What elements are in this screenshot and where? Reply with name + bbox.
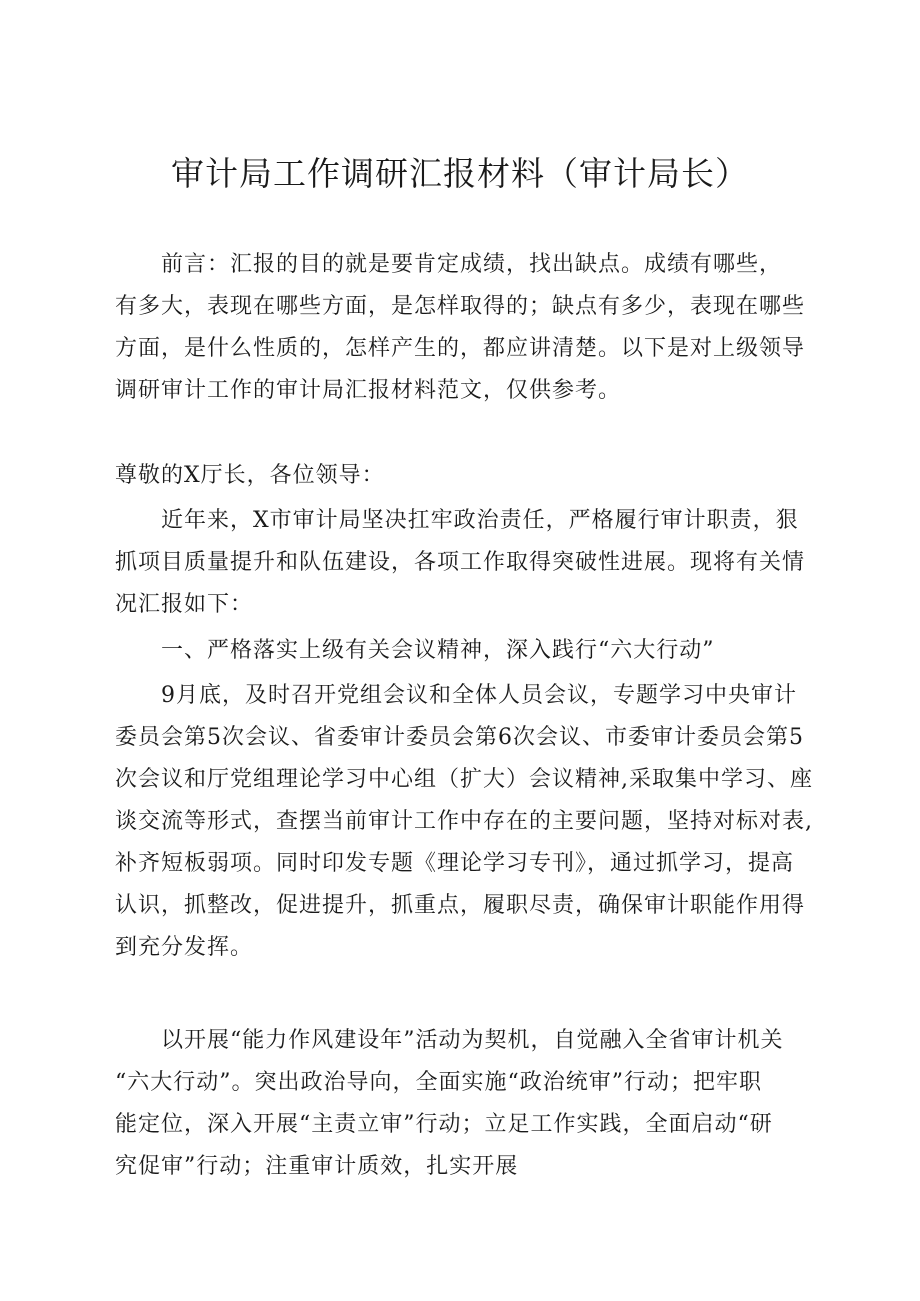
para2-line: 究促审”行动；注重审计质效，扎实开展 [115, 1154, 519, 1179]
para1-line: 次会议和厅党组理论学习中心组（扩大）会议精神,采取集中学习、座 [115, 767, 813, 792]
para1-line: 认识，抓整改，促进提升，抓重点，履职尽责，确保审计职能作用得 [115, 893, 806, 918]
preface-line: 有多大，表现在哪些方面，是怎样取得的；缺点有多少，表现在哪些 [115, 294, 806, 319]
salutation-text: 尊敬的X厅长，各位领导： [115, 463, 385, 488]
section-heading [115, 630, 815, 672]
intro-line: 近年来，X市审计局坚决扛牢政治责任，严格履行审计职责，狠 [161, 508, 799, 533]
intro-line: 况汇报如下： [115, 592, 254, 617]
para1-line: 委员会第5次会议、省委审计委员会第6次会议、市委审计委员会第5 [115, 725, 804, 750]
para1-line: 补齐短板弱项。同时印发专题《理论学习专刊》，通过抓学习，提高 [115, 851, 795, 876]
preface-line: 调研审计工作的审计局汇报材料范文，仅供参考。 [115, 378, 622, 403]
para1-line: 谈交流等形式，查摆当前审计工作中存在的主要问题，坚持对标对表, [115, 809, 813, 834]
para2-line: 以开展“能力作风建设年”活动为契机，自觉融入全省审计机关 [161, 1028, 784, 1053]
intro-paragraph [115, 500, 815, 626]
body-paragraph-1 [115, 675, 815, 969]
section-heading-text: 一、严格落实上级有关会议精神，深入践行“六大行动” [161, 638, 715, 663]
preface-paragraph [115, 244, 815, 412]
document-title: 审计局工作调研汇报材料（审计局长） [171, 154, 749, 193]
para1-line: 到充分发挥。 [115, 935, 254, 960]
intro-line: 抓项目质量提升和队伍建设，各项工作取得突破性进展。现将有关情 [115, 550, 806, 575]
salutation [115, 455, 815, 497]
preface-line: 方面，是什么性质的，怎样产生的，都应讲清楚。以下是对上级领导 [115, 336, 806, 361]
para2-line: “六大行动”。突出政治导向，全面实施“政治统审”行动；把牢职 [115, 1070, 762, 1095]
preface-line: 前言：汇报的目的就是要肯定成绩，找出缺点。成绩有哪些， [161, 252, 783, 277]
para2-line: 能定位，深入开展“主责立审”行动；立足工作实践，全面启动“研 [115, 1112, 773, 1137]
body-paragraph-2 [115, 1020, 815, 1188]
para1-line: 9月底，及时召开党组会议和全体人员会议，专题学习中央审计 [161, 683, 797, 708]
